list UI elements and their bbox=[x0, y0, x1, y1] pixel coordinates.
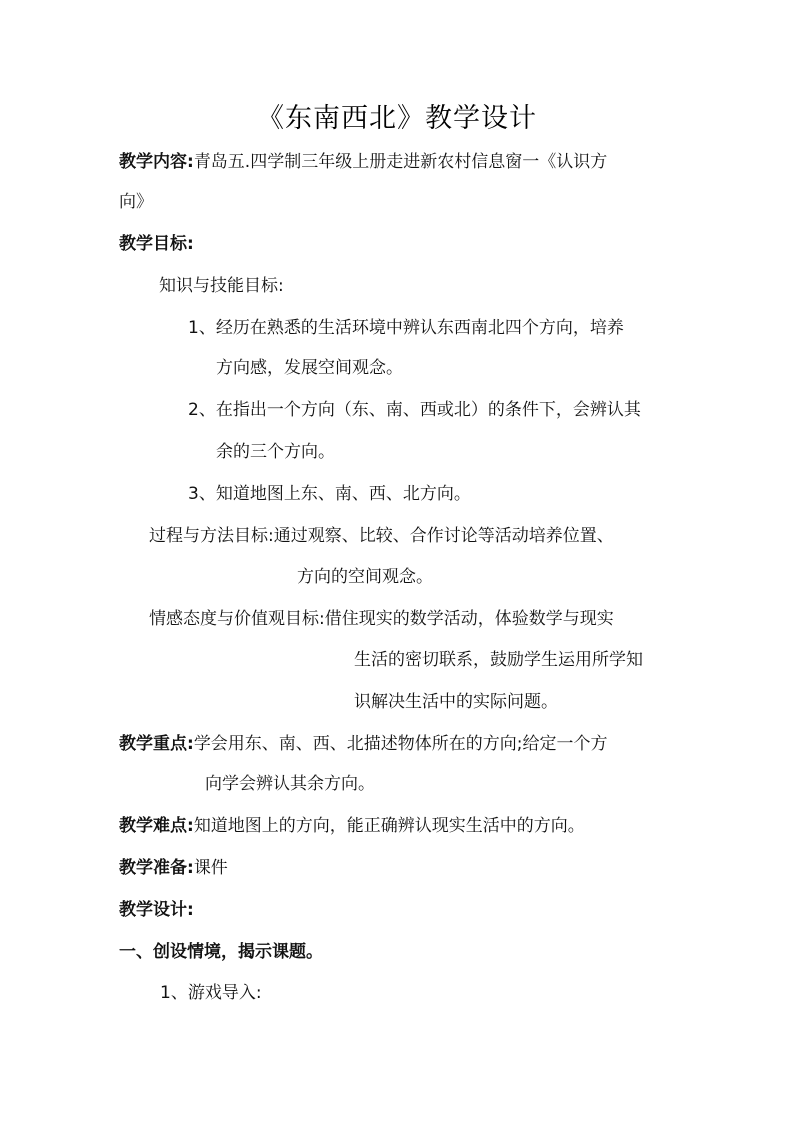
knowledge-item-3 bbox=[188, 482, 471, 506]
process-text-1: 通过观察、比较、合作讨论等活动培养位置、 bbox=[273, 526, 614, 546]
knowledge-item-1-line1: 经历在熟悉的生活环境中辨认东西南北四个方向，培养 bbox=[215, 318, 624, 338]
difficulty-line bbox=[119, 814, 585, 838]
emotion-text-3: 识解决生活中的实际问题。 bbox=[354, 692, 558, 712]
knowledge-item-1-line2: 方向感，发展空间观念。 bbox=[216, 358, 403, 378]
design-label: 教学设计: bbox=[119, 900, 194, 920]
goals-label: 教学目标: bbox=[119, 234, 194, 254]
content-text-1: 青岛五.四学制三年级上册走进新农村信息窗一《认识方 bbox=[193, 152, 608, 172]
key-line-1 bbox=[119, 732, 608, 756]
knowledge-item-2-num: 2、 bbox=[188, 400, 216, 420]
key-text-2: 向学会辨认其余方向。 bbox=[205, 774, 375, 794]
knowledge-item-2-line2: 余的三个方向。 bbox=[216, 442, 335, 462]
prep-label: 教学准备: bbox=[119, 858, 194, 878]
content-text-2: 向》 bbox=[119, 192, 153, 212]
process-label: 过程与方法目标: bbox=[149, 526, 274, 546]
emotion-text-1: 借住现实的数学活动，体验数学与现实 bbox=[324, 609, 614, 629]
knowledge-item-1-num: 1、 bbox=[188, 318, 216, 338]
knowledge-item-2 bbox=[188, 398, 641, 422]
section-1-heading: 一、创设情境，揭示课题。 bbox=[119, 942, 323, 962]
process-text-2: 方向的空间观念。 bbox=[297, 567, 433, 587]
emotion-text-2: 生活的密切联系，鼓励学生运用所学知 bbox=[354, 650, 643, 670]
prep-line bbox=[119, 856, 228, 880]
difficulty-text: 知道地图上的方向，能正确辨认现实生活中的方向。 bbox=[193, 816, 585, 836]
prep-text: 课件 bbox=[193, 858, 228, 878]
process-line-1 bbox=[149, 524, 614, 548]
knowledge-item-1 bbox=[188, 316, 624, 340]
knowledge-item-3-num: 3、 bbox=[188, 484, 216, 504]
content-line-1 bbox=[119, 150, 607, 174]
page-title: 《东南西北》教学设计 bbox=[257, 103, 537, 134]
key-label: 教学重点: bbox=[119, 734, 194, 754]
difficulty-label: 教学难点: bbox=[119, 816, 194, 836]
knowledge-item-3-line1: 知道地图上东、南、西、北方向。 bbox=[215, 484, 471, 504]
emotion-line-1 bbox=[149, 607, 614, 631]
emotion-label: 情感态度与价值观目标: bbox=[149, 609, 325, 629]
knowledge-item-2-line1: 在指出一个方向（东、南、西或北）的条件下，会辨认其 bbox=[215, 400, 641, 420]
section-1-item-1: 1、游戏导入: bbox=[160, 983, 262, 1003]
content-label: 教学内容: bbox=[119, 152, 194, 172]
key-text-1: 学会用东、南、西、北描述物体所在的方向;给定一个方 bbox=[193, 734, 608, 754]
knowledge-heading: 知识与技能目标: bbox=[159, 276, 284, 296]
